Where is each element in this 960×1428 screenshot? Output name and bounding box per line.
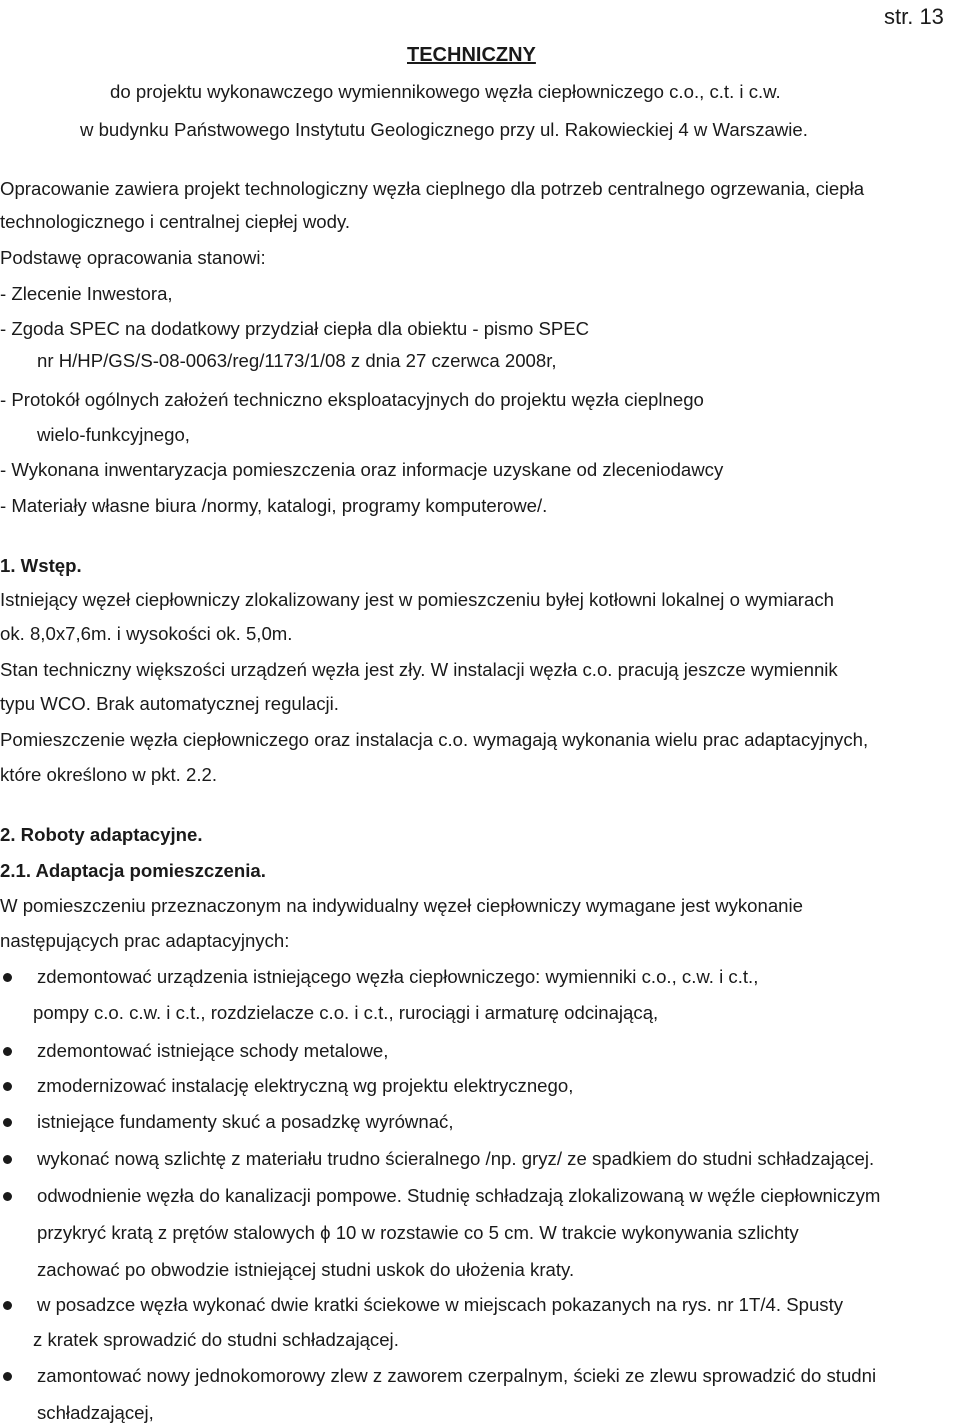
bullet-icon (3, 1118, 12, 1127)
section-2-1-heading: 2.1. Adaptacja pomieszczenia. (0, 860, 266, 881)
list-item: w posadzce węzła wykonać dwie kratki ściekowe w miejscach pokazanych na rys. nr 1T/4. Spusty (37, 1294, 844, 1315)
bullet-icon (3, 973, 12, 982)
section-1-line: Istniejący węzeł ciepłowniczy zlokalizowany jest w pomieszczeniu byłej kotłowni lokalnej o wymiarach (0, 589, 834, 610)
basis-heading: Podstawę opracowania stanowi: (0, 247, 266, 268)
section-1-line: ok. 8,0x7,6m. i wysokości ok. 5,0m. (0, 623, 293, 644)
list-item-continuation: przykryć kratą z prętów stalowych ϕ 10 w rozstawie co 5 cm. W trakcie wykonywania szlichty (37, 1222, 799, 1243)
intro-paragraph-line-1: Opracowanie zawiera projekt technologiczny węzła cieplnego dla potrzeb centralnego ogrzewania, ciepła (0, 178, 865, 199)
list-item: odwodnienie węzła do kanalizacji pompowe. Studnię schładzają zlokalizowaną w węźle ciepłowniczym (37, 1185, 881, 1206)
section-2-intro-line-2: następujących prac adaptacyjnych: (0, 930, 290, 951)
section-2-heading: 2. Roboty adaptacyjne. (0, 824, 203, 845)
basis-item: - Materiały własne biura /normy, katalogi, programy komputerowe/. (0, 495, 548, 516)
page-number: str. 13 (884, 4, 944, 29)
basis-item-continuation: wielo-funkcyjnego, (37, 424, 190, 445)
section-1-line: Pomieszczenie węzła ciepłowniczego oraz instalacja c.o. wymagają wykonania wielu prac adaptacyjnych, (0, 729, 869, 750)
list-item: zdemontować urządzenia istniejącego węzła ciepłowniczego: wymienniki c.o., c.w. i c.t., (37, 966, 759, 987)
basis-item: - Zgoda SPEC na dodatkowy przydział ciepła dla obiektu - pismo SPEC (0, 318, 590, 339)
list-item: zamontować nowy jednokomorowy zlew z zaworem czerpalnym, ścieki ze zlewu sprowadzić do studni (37, 1365, 877, 1386)
bullet-icon (3, 1047, 12, 1056)
section-2-intro-line-1: W pomieszczeniu przeznaczonym na indywidualny węzeł ciepłowniczy wymagane jest wykonanie (0, 895, 803, 916)
basis-item: - Protokół ogólnych założeń techniczno eksploatacyjnych do projektu węzła cieplnego (0, 389, 704, 410)
document-title: TECHNICZNY (407, 44, 536, 66)
section-1-line: Stan techniczny większości urządzeń węzła jest zły. W instalacji węzła c.o. pracują jeszcze wymiennik (0, 659, 838, 680)
bullet-icon (3, 1155, 12, 1164)
section-1-line: które określono w pkt. 2.2. (0, 764, 218, 785)
intro-paragraph-line-2: technologicznego i centralnej ciepłej wody. (0, 211, 351, 232)
list-item-continuation: pompy c.o. c.w. i c.t., rozdzielacze c.o. i c.t., rurociągi i armaturę odcinającą, (33, 1002, 659, 1023)
header-line-2: w budynku Państwowego Instytutu Geologicznego przy ul. Rakowieckiej 4 w Warszawie. (80, 119, 808, 140)
list-item-continuation: zachować po obwodzie istniejącej studni uskok do ułożenia kraty. (37, 1259, 575, 1280)
header-line-1: do projektu wykonawczego wymiennikowego węzła ciepłowniczego c.o., c.t. i c.w. (110, 81, 781, 102)
list-item-continuation: z kratek sprowadzić do studni schładzającej. (33, 1329, 399, 1350)
list-item: wykonać nową szlichtę z materiału trudno ścieralnego /np. gryz/ ze spadkiem do studni schładzającej. (37, 1148, 875, 1169)
section-1-heading: 1. Wstęp. (0, 555, 82, 576)
bullet-icon (3, 1301, 12, 1310)
basis-item: - Zlecenie Inwestora, (0, 283, 173, 304)
bullet-icon (3, 1372, 12, 1381)
list-item: istniejące fundamenty skuć a posadzkę wyrównać, (37, 1111, 454, 1132)
basis-item: - Wykonana inwentaryzacja pomieszczenia oraz informacje uzyskane od zleceniodawcy (0, 459, 724, 480)
bullet-icon (3, 1082, 12, 1091)
list-item-continuation: schładzającej, (37, 1402, 154, 1423)
list-item: zmodernizować instalację elektryczną wg projektu elektrycznego, (37, 1075, 574, 1096)
basis-item-continuation: nr H/HP/GS/S-08-0063/reg/1173/1/08 z dnia 27 czerwca 2008r, (37, 350, 557, 371)
list-item: zdemontować istniejące schody metalowe, (37, 1040, 389, 1061)
section-1-line: typu WCO. Brak automatycznej regulacji. (0, 693, 339, 714)
bullet-icon (3, 1192, 12, 1201)
